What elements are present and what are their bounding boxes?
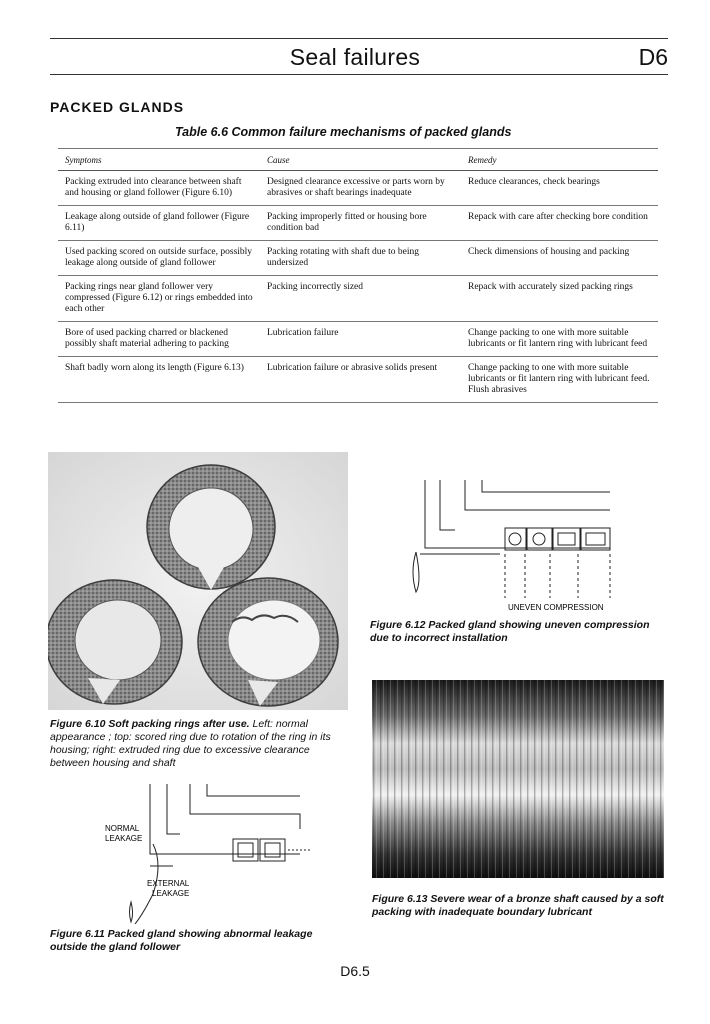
- normal-ring-left: [48, 580, 182, 704]
- label-external: EXTERNAL: [147, 879, 190, 888]
- figure-6-13-caption: [372, 893, 672, 919]
- table-caption: Table 6.6 Common failure mechanisms of packed glands: [175, 125, 512, 139]
- remedy-cell: Reduce clearances, check bearings: [468, 177, 600, 187]
- packing-ring: [260, 839, 285, 861]
- cause-cell: Designed clearance excessive or parts worn by abrasives or shaft bearings inadequate: [267, 177, 445, 198]
- extruded-ring-right: [198, 578, 338, 706]
- table-header-row: [58, 148, 658, 171]
- packing-ring-inner: [265, 843, 280, 857]
- housing-inner: [167, 784, 180, 834]
- packing-ring: [233, 839, 258, 861]
- table-row: [58, 357, 658, 403]
- table-row: [58, 171, 658, 206]
- figure-6-11-diagram: [95, 784, 310, 924]
- table-row: [58, 206, 658, 241]
- figure-6-11-caption: [50, 928, 350, 954]
- wear-grooves: [372, 680, 664, 878]
- failure-table: [58, 148, 658, 403]
- symptom-cell: Shaft badly worn along its length (Figure 6.13): [65, 363, 244, 373]
- packing-ring-inner: [238, 843, 253, 857]
- figure-6-10-title: Soft packing rings after use.: [108, 718, 250, 730]
- remedy-cell: Repack with care after checking bore condition: [468, 212, 648, 222]
- table-row: [58, 276, 658, 322]
- section-code: D6: [638, 44, 668, 70]
- remedy-cell: Repack with accurately sized packing rings: [468, 282, 633, 292]
- packing-spiral: [558, 533, 575, 545]
- cause-cell: Lubrication failure: [267, 328, 339, 338]
- leakage-drop: [130, 902, 133, 922]
- packing-ring: [505, 528, 526, 550]
- column-header-remedy: Remedy: [468, 155, 497, 165]
- cause-cell: Packing improperly fitted or housing bore condition bad: [267, 212, 427, 233]
- cause-cell: Lubrication failure or abrasive solids present: [267, 363, 438, 373]
- remedy-cell: Change packing to one with more suitable lubricants or fit lantern ring with lubricant feed. Flush abrasives: [468, 363, 650, 395]
- label-external-leakage: LEAKAGE: [152, 889, 190, 898]
- label-uneven-compression: UNEVEN COMPRESSION: [508, 603, 604, 612]
- cause-cell: Packing rotating with shaft due to being undersized: [267, 247, 419, 268]
- symptom-cell: Leakage along outside of gland follower (Figure 6.11): [65, 212, 250, 233]
- packing-spiral: [533, 533, 545, 545]
- housing-outline: [425, 480, 610, 548]
- housing-inner: [440, 480, 455, 530]
- packing-ring: [581, 528, 610, 550]
- remedy-cell: Check dimensions of housing and packing: [468, 247, 630, 257]
- figure-6-10-photo: [48, 452, 348, 710]
- figure-6-11-title: Packed gland showing abnormal leakage outside the gland follower: [50, 928, 313, 953]
- figure-6-11-number: Figure 6.11: [50, 928, 105, 940]
- column-header-symptoms: Symptoms: [65, 155, 102, 165]
- figure-6-12-number: Figure 6.12: [370, 619, 426, 631]
- packing-ring: [527, 528, 552, 550]
- section-heading: PACKED GLANDS: [50, 99, 185, 115]
- symptom-cell: Used packing scored on outside surface, possibly leakage along outside of gland follower: [65, 247, 253, 268]
- figure-6-10-number: Figure 6.10: [50, 718, 106, 730]
- column-header-cause: Cause: [267, 155, 290, 165]
- figure-6-13-number: Figure 6.13: [372, 893, 428, 905]
- gland-follower-inner: [207, 784, 300, 796]
- cause-cell: Packing incorrectly sized: [267, 282, 364, 292]
- figure-6-10-body: Left: normal appearance ; top: scored ring due to rotation of the ring in its housing; right: extruded ring due to excessive clearance between housing and shaft: [50, 718, 331, 769]
- table-row: [58, 322, 658, 357]
- table-row: [58, 241, 658, 276]
- remedy-cell: Change packing to one with more suitable lubricants or fit lantern ring with lubricant feed: [468, 328, 648, 349]
- figure-6-10-caption: [50, 718, 350, 770]
- leakage-drop: [413, 552, 419, 592]
- packing-ring: [553, 528, 580, 550]
- figure-6-12-title: Packed gland showing uneven compression due to incorrect installation: [370, 619, 650, 644]
- packing-spiral: [509, 533, 521, 545]
- figure-6-13-title: Severe wear of a bronze shaft caused by a soft packing with inadequate boundary lubricant: [372, 893, 664, 918]
- symptom-cell: Bore of used packing charred or blackened possibly shaft material adhering to packing: [65, 328, 229, 349]
- header-bottom-rule: [50, 74, 668, 75]
- page-number: D6.5: [340, 963, 370, 979]
- compression-guides: [505, 554, 610, 598]
- gland-follower-inner: [482, 480, 610, 492]
- symptom-cell: Packing extruded into clearance between shaft and housing or gland follower (Figure 6.10): [65, 177, 242, 198]
- page-title: Seal failures: [289, 44, 421, 70]
- figure-6-12-diagram: [400, 470, 630, 615]
- figure-6-13-photo: [372, 680, 664, 878]
- gland-follower-outline: [465, 480, 610, 510]
- label-normal: NORMAL: [105, 824, 140, 833]
- figure-6-12-caption: [370, 619, 670, 645]
- symptom-cell: Packing rings near gland follower very compressed (Figure 6.12) or rings embedded into each other: [65, 282, 253, 314]
- header-top-rule: [50, 38, 668, 39]
- scored-ring-top: [147, 465, 275, 590]
- packing-spiral: [586, 533, 605, 545]
- label-leakage: LEAKAGE: [105, 834, 143, 843]
